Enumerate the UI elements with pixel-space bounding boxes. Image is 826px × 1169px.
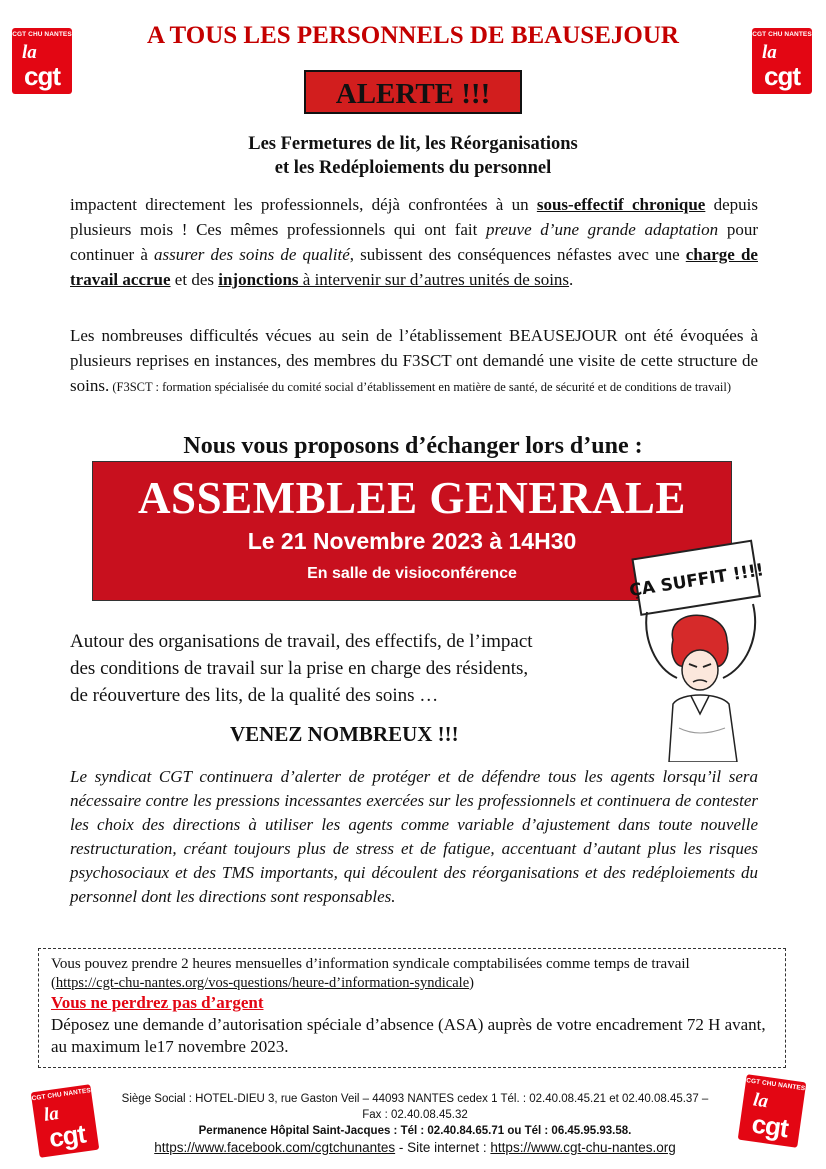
logo-cgt: cgt — [24, 61, 60, 91]
link-paren: ) — [469, 975, 474, 991]
subtitle — [0, 132, 826, 180]
subtitle-line-2: et les Redéploiements du personnel — [274, 158, 552, 178]
p1-text: impactent directement les professionnels, déjà confrontées à un — [70, 195, 537, 214]
call-to-action: VENEZ NOMBREUX !!! — [230, 722, 459, 746]
p1-underline-1: sous-effectif chronique — [536, 195, 706, 214]
p2-text: Les nombreuses difficultés vécues au sein de l’établissement BEAUSEJOUR ont été évoquées à plusieurs reprises en instances, des membres du F3SCT ont demandé une visite de cette structure de soins. — [70, 326, 758, 395]
propose-heading: Nous vous proposons d’échanger lors d’une : — [183, 433, 643, 459]
assembly-date: Le 21 Novembre 2023 à 14H30 — [247, 528, 577, 554]
logo-top-text: CGT CHU NANTES — [752, 31, 812, 38]
logo-cgt: cgt — [764, 61, 800, 91]
info-line-1: Vous pouvez prendre 2 heures mensuelles d’information syndicale comptabilisées comme temps de travail — [51, 956, 690, 972]
topics-line-1: Autour des organisations de travail, des effectifs, de l’impact — [70, 631, 533, 652]
footer — [100, 1091, 730, 1157]
p1-text: , subissent des conséquences néfastes avec une — [349, 245, 686, 264]
link-paren: ( — [51, 975, 56, 991]
footer-fax: Fax : 02.40.08.45.32 — [362, 1109, 468, 1121]
logo-la: la — [42, 1102, 61, 1126]
p1-underline-2: charge de travail accrue — [70, 245, 758, 289]
footer-separator: - Site internet : — [395, 1140, 491, 1155]
info-line-3: Déposez une demande d’autorisation spéciale d’absence (ASA) auprès de votre encadrement 72 H avant, au maximum le17 novembre 2023. — [51, 1015, 766, 1056]
logo-la: la — [751, 1089, 770, 1113]
topics-paragraph — [70, 628, 610, 709]
facebook-link[interactable]: https://www.facebook.com/cgtchunantes — [154, 1140, 396, 1155]
p1-italic-1: preuve d’une grande adaptation — [486, 220, 719, 239]
info-box — [38, 948, 786, 1068]
p1-text: . — [569, 270, 574, 289]
topics-line-3: de réouverture des lits, de la qualité des soins … — [70, 685, 439, 706]
face — [682, 650, 718, 690]
logo-la: la — [762, 42, 777, 63]
f3sct-note: (F3SCT : formation spécialisée du comité social d’établissement en matière de santé, de sécurité et de conditions de travail) — [109, 380, 732, 394]
footer-permanence: Permanence Hôpital Saint-Jacques : Tél : 02.40.84.65.71 ou Tél : 06.45.95.93.58. — [198, 1125, 632, 1137]
alert-badge: ALERTE !!! — [304, 70, 522, 114]
p1-underline-4: à intervenir sur d’autres unités de soins — [298, 270, 570, 289]
p1-text: et des — [170, 270, 219, 289]
closing-paragraph: Le syndicat CGT continuera d’alerter de protéger et de défendre tous les agents lorsqu’il sera nécessaire contre les pressions incessantes exercées sur les professionnels et continuera de contester les choix des directions à utiliser les agents comme variable d’ajustement dans toute nouvelle restructuration, créant toujours plus de stress et de fatigue, accentuant d’autant plus les risques psychosociaux et des TMS importants, qui découlent des réorganisations et des redéploiements du personnel dont les directions sont responsables. — [70, 767, 758, 906]
subtitle-line-1: Les Fermetures de lit, les Réorganisations — [248, 134, 578, 154]
intro-paragraph — [70, 192, 758, 292]
info-link[interactable]: https://cgt-chu-nantes.org/vos-questions/heure-d’information-syndicale — [55, 975, 470, 991]
info-link-line — [51, 974, 773, 992]
p1-text: pour continuer à — [70, 220, 758, 264]
assembly-place: En salle de visioconférence — [307, 565, 517, 582]
topics-line-2: des conditions de travail sur la prise en charge des résidents, — [70, 658, 529, 679]
logo-cgt: cgt — [47, 1118, 88, 1154]
cgt-logo-bottom-right — [738, 1074, 807, 1148]
cgt-logo-bottom-left — [31, 1084, 100, 1158]
p1-italic-2: assurer des soins de qualité — [154, 245, 350, 264]
logo-top-text: CGT CHU NANTES — [12, 31, 72, 38]
logo-la: la — [22, 42, 37, 63]
logo-top-text: CGT CHU NANTES — [31, 1087, 92, 1103]
footer-address: Siège Social : HOTEL-DIEU 3, rue Gaston Veil – 44093 NANTES cedex 1 Tél. : 02.40.08.45.21 et 02.40.08.45.37 – — [121, 1093, 709, 1105]
p1-text: depuis plusieurs mois ! Ces mêmes professionnels qui ont fait — [70, 195, 758, 239]
page-title: A TOUS LES PERSONNELS DE BEAUSEJOUR — [147, 22, 679, 49]
difficulties-paragraph — [70, 323, 758, 400]
website-link[interactable]: https://www.cgt-chu-nantes.org — [490, 1140, 676, 1155]
protest-illustration — [625, 528, 765, 762]
money-notice: Vous ne perdrez pas d’argent — [51, 993, 264, 1012]
sign-text: ÇA SUFFIT !!!! — [628, 560, 765, 602]
assembly-title: ASSEMBLEE GENERALE — [138, 473, 686, 523]
logo-cgt: cgt — [750, 1108, 790, 1144]
p1-underline-3: injonctions — [218, 270, 299, 289]
footer-links — [100, 1139, 730, 1157]
logo-top-text: CGT CHU NANTES — [745, 1077, 806, 1093]
